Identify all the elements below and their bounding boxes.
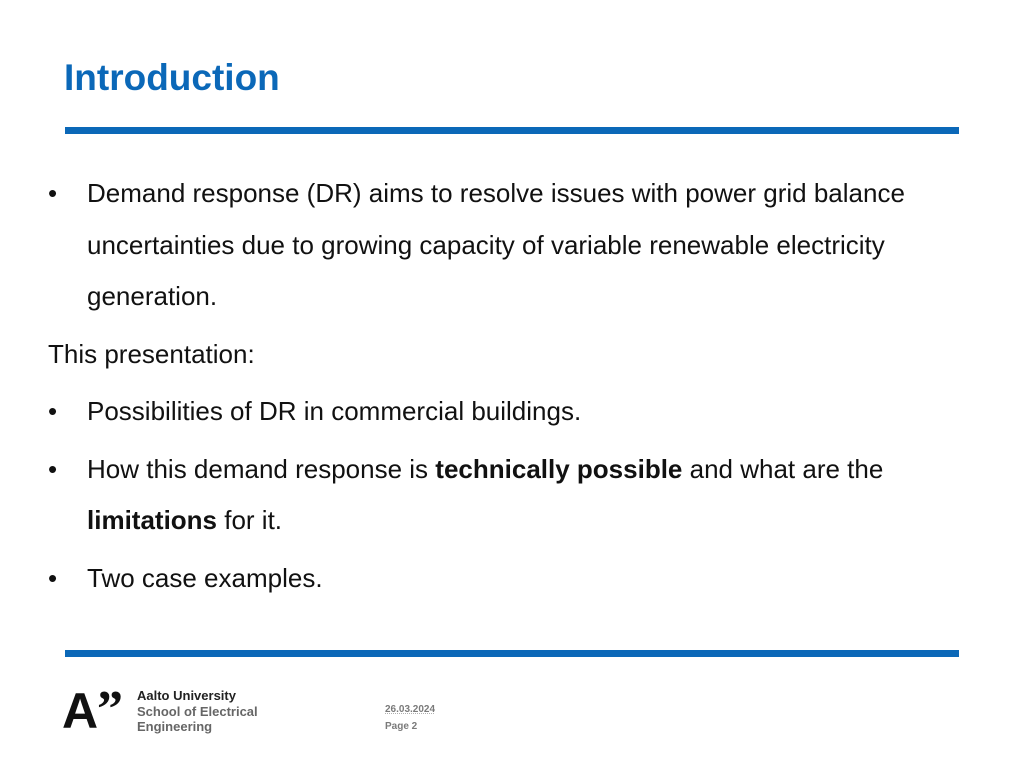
- bullet-marker: •: [48, 178, 58, 208]
- title-divider: [65, 127, 959, 134]
- bullet-text-part: and what are the: [682, 453, 884, 484]
- org-line-university: Aalto University: [137, 688, 236, 703]
- bullet-item-technical: [48, 444, 968, 547]
- footer-divider: [65, 650, 959, 657]
- bullet-text-part: How this demand response is: [87, 453, 436, 484]
- logo-marks: ”: [97, 686, 123, 732]
- bullet-item-dr-definition: [48, 168, 968, 323]
- organization-name: [137, 688, 258, 735]
- presentation-intro: This presentation:: [48, 338, 255, 369]
- bullet-text: Demand response (DR) aims to resolve issues with power grid balance uncertainties due to growing capacity of variable renewable electricity generation.: [87, 178, 905, 311]
- logo-letter: A: [62, 686, 99, 732]
- footer-meta: [385, 701, 435, 735]
- org-line-school: School of Electrical: [137, 703, 258, 719]
- presentation-date: 26.03.2024: [385, 704, 436, 715]
- org-line-department: Engineering: [137, 719, 213, 734]
- bullet-marker: •: [48, 396, 58, 426]
- bullet-emphasis-limitations: limitations: [87, 505, 218, 535]
- bullet-marker: •: [48, 562, 58, 593]
- bullet-text: [87, 454, 883, 536]
- bullet-text: Possibilities of DR in commercial buildings.: [87, 396, 582, 426]
- slide-content: [48, 168, 968, 610]
- aalto-logo-icon: [62, 686, 132, 732]
- bullet-text: Two case examples.: [87, 562, 323, 593]
- bullet-emphasis-technically-possible: technically possible: [435, 453, 683, 484]
- bullet-text-part: for it.: [217, 505, 283, 535]
- bullet-item-possibilities: [48, 386, 968, 438]
- bullet-marker: •: [48, 453, 58, 484]
- bullet-item-cases: [48, 553, 968, 605]
- slide-title: Introduction: [64, 57, 280, 98]
- page-number: Page 2: [385, 721, 418, 732]
